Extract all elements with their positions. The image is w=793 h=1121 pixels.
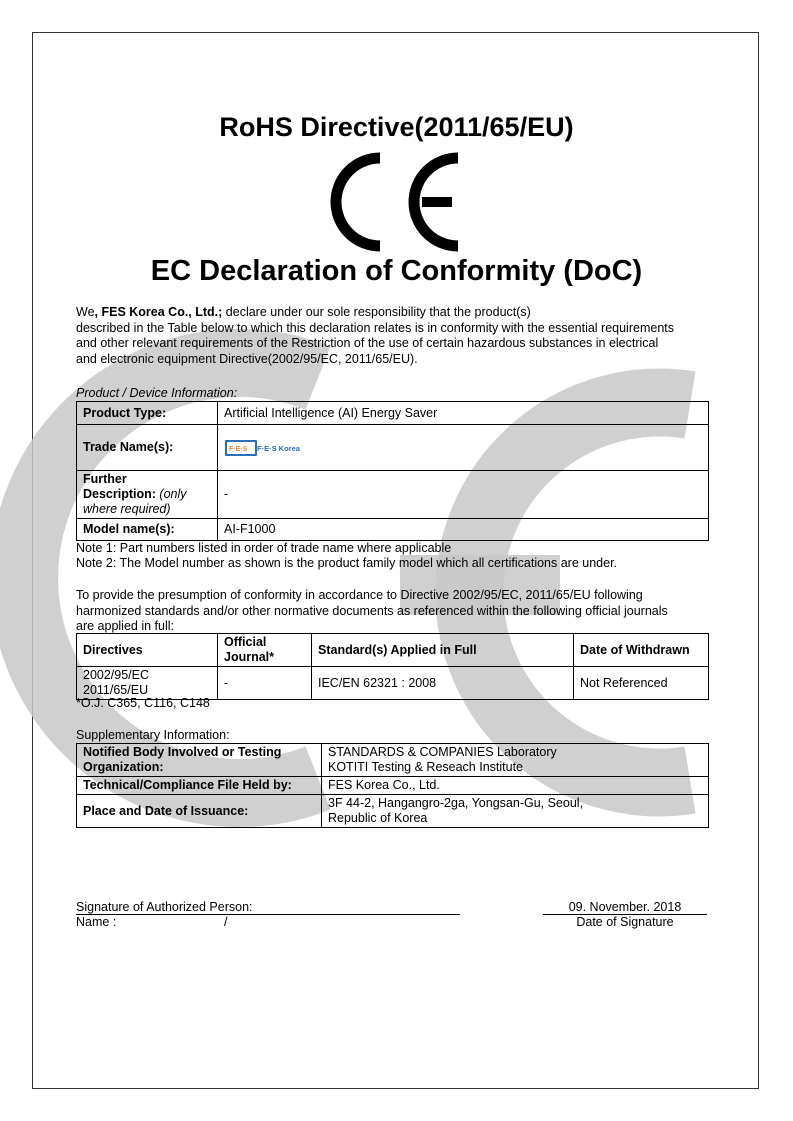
notified-label-line1: Notified Body Involved or Testing — [83, 745, 282, 759]
standards-intro — [76, 588, 717, 635]
directive-1: 2002/95/EC — [83, 668, 150, 682]
table-row — [77, 471, 709, 519]
intro-line1: declare under our sole responsibility that the product(s) — [222, 305, 531, 319]
note-2: Note 2: The Model number as shown is the product family model which all certifications are under. — [76, 556, 618, 570]
intro-line4: and electronic equipment Directive(2002/95/EC, 2011/65/EU). — [76, 351, 418, 366]
table-row — [77, 777, 709, 795]
further-description-label — [77, 471, 218, 519]
company-name: , FES Korea Co., Ltd.; — [94, 305, 223, 319]
product-info-table — [76, 401, 709, 541]
directives-cell — [77, 667, 218, 700]
intro-line3: and other relevant requirements of the Restriction of the use of certain hazardous substances in electrical — [76, 336, 659, 350]
header-directives: Directives — [77, 634, 218, 667]
table-row — [77, 402, 709, 425]
name-separator: / — [224, 915, 228, 929]
ce-mark-icon — [330, 152, 465, 252]
further-description-value: - — [218, 471, 709, 519]
further-label: Further — [83, 472, 127, 486]
notified-body-label — [77, 744, 322, 777]
table-row — [77, 795, 709, 828]
model-name-label: Model name(s): — [77, 519, 218, 541]
table-row — [77, 519, 709, 541]
date-of-signature-label: Date of Signature — [576, 915, 674, 929]
product-type-value: Artificial Intelligence (AI) Energy Saver — [218, 402, 709, 425]
notified-label-line2: Organization: — [83, 760, 164, 774]
place-value-line2: Republic of Korea — [328, 811, 428, 825]
fes-korea-logo — [224, 437, 300, 459]
supplementary-table — [76, 743, 709, 828]
standards-intro-line2: harmonized standards and/or other normative documents as referenced within the following official journals — [76, 603, 668, 618]
notified-value-line2: KOTITI Testing & Reseach Institute — [328, 760, 523, 774]
file-held-label: Technical/Compliance File Held by: — [77, 777, 322, 795]
header-date-withdrawn: Date of Withdrawn — [574, 634, 709, 667]
standards-intro-line3: are applied in full: — [76, 619, 174, 633]
withdrawn-cell: Not Referenced — [574, 667, 709, 700]
signature-label: Signature of Authorized Person: — [76, 900, 253, 914]
trade-name-label: Trade Name(s): — [77, 425, 218, 471]
product-info-label: Product / Device Information: — [76, 386, 238, 400]
intro-we: We — [76, 305, 95, 319]
notified-body-value — [322, 744, 709, 777]
notified-value-line1: STANDARDS & COMPANIES Laboratory — [328, 745, 557, 759]
intro-paragraph — [76, 305, 726, 367]
description-label: Description: — [83, 487, 156, 501]
intro-line2: described in the Table below to which this declaration relates is in conformity with the essential requirements — [76, 320, 674, 335]
note-1: Note 1: Part numbers listed in order of trade name where applicable — [76, 541, 452, 555]
standards-table — [76, 633, 709, 700]
standard-cell: IEC/EN 62321 : 2008 — [312, 667, 574, 700]
place-date-value — [322, 795, 709, 828]
standards-intro-line1: To provide the presumption of conformity in accordance to Directive 2002/95/EC, 2011/65/EU following — [76, 588, 643, 602]
model-name-value: AI-F1000 — [218, 519, 709, 541]
product-type-label: Product Type: — [77, 402, 218, 425]
file-held-value: FES Korea Co., Ltd. — [322, 777, 709, 795]
table-row — [77, 425, 709, 471]
declaration-title: EC Declaration of Conformity (DoC) — [150, 255, 643, 287]
journal-footnote: *O.J. C365, C116, C148 — [76, 696, 210, 710]
further-note: (only — [159, 487, 187, 501]
table-row — [77, 667, 709, 700]
name-label: Name : — [76, 915, 117, 929]
header-standards-applied: Standard(s) Applied in Full — [312, 634, 574, 667]
trade-name-value — [218, 425, 709, 471]
signature-line — [76, 914, 460, 915]
journal-cell: - — [218, 667, 312, 700]
signature-date: 09. November. 2018 — [568, 900, 682, 914]
further-note-2: where required) — [83, 502, 171, 516]
table-header-row — [77, 634, 709, 667]
header-official-journal: Official Journal* — [218, 634, 312, 667]
svg-text:F·E·S: F·E·S — [229, 445, 248, 453]
supplementary-label: Supplementary Information: — [76, 728, 230, 742]
logo-text: F·E·S Korea — [257, 443, 300, 453]
place-date-label: Place and Date of Issuance: — [77, 795, 322, 828]
page-title: RoHS Directive(2011/65/EU) — [219, 112, 574, 142]
directive-2: 2011/65/EU — [83, 683, 149, 697]
place-value-line1: 3F 44-2, Hangangro-2ga, Yongsan-Gu, Seoul, — [328, 796, 584, 810]
table-row — [77, 744, 709, 777]
